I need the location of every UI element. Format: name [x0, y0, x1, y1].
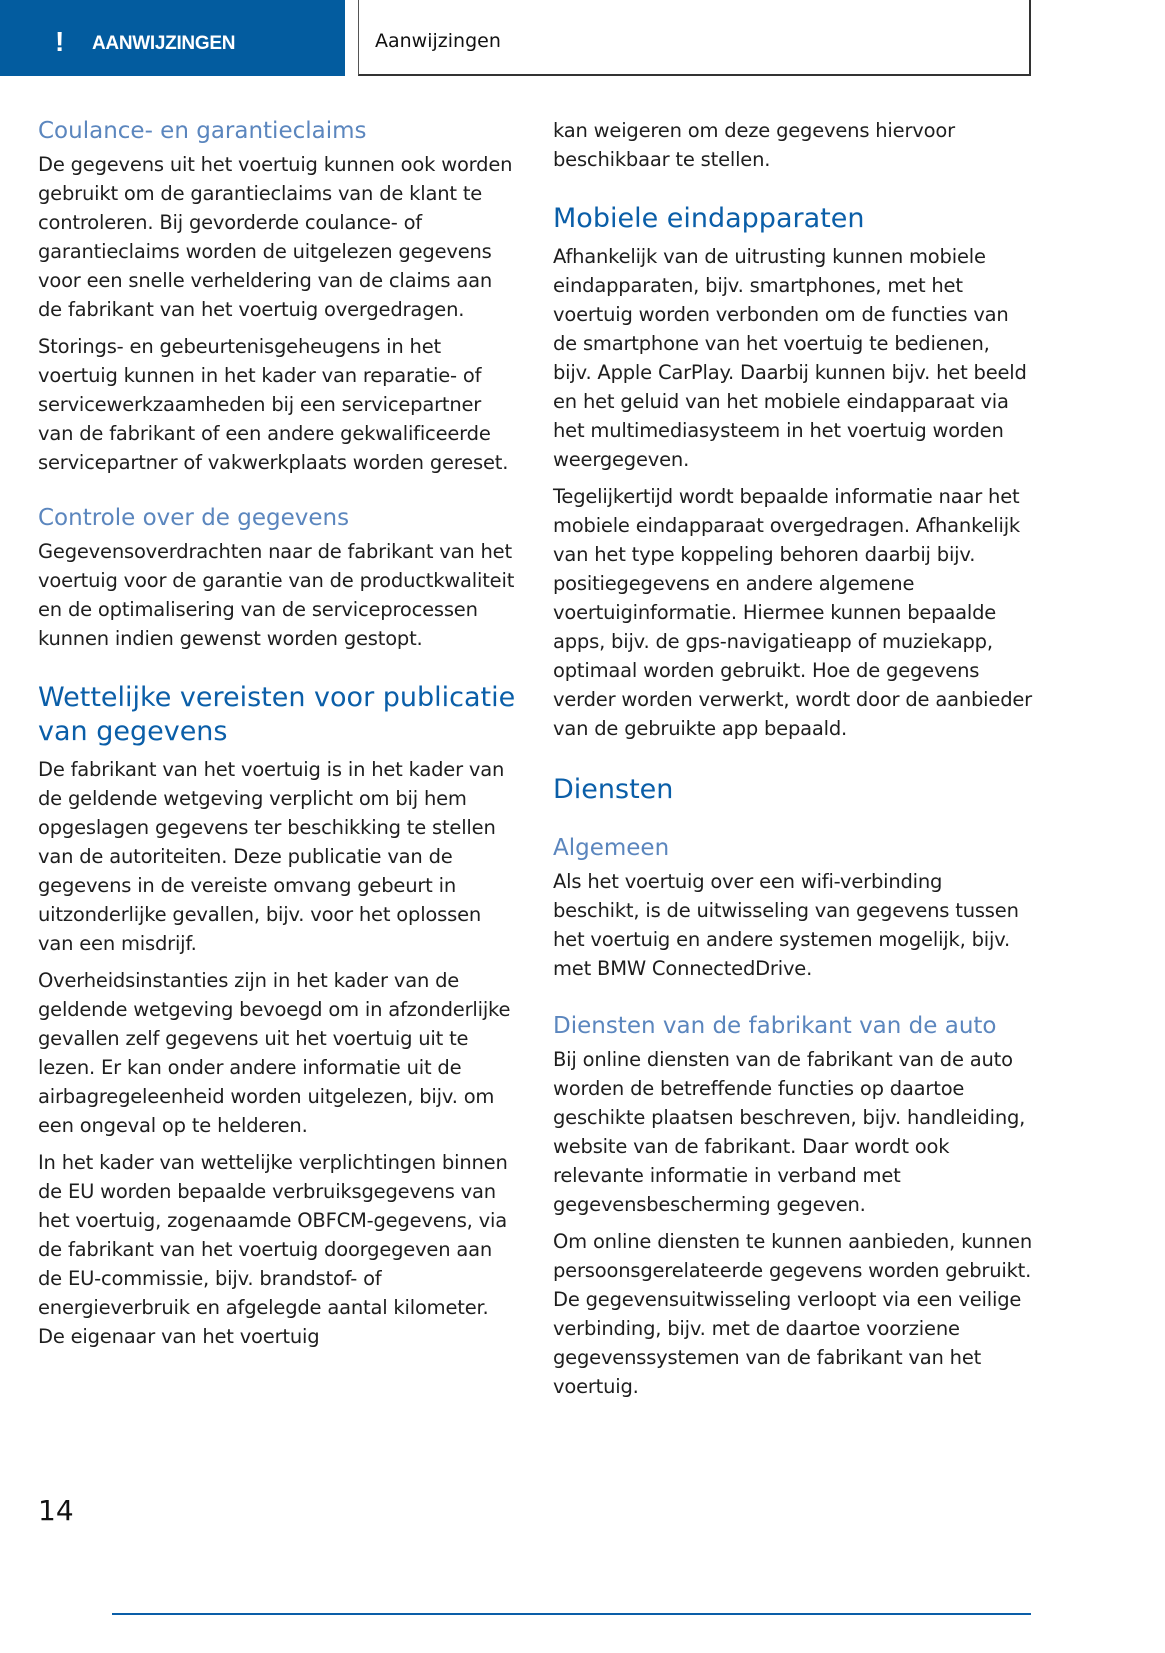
warning-exclamation-icon: ! — [55, 26, 65, 57]
heading-controle: Controle over de gegevens — [38, 505, 350, 531]
paragraph: Tegelijkertijd wordt bepaalde informatie naar het mobiele eindapparaat overgedragen. Afhankelijk van het type koppeling behoren daarbij bijv. positiegegevens en andere algemene voertuiginformatie. Hiermee kunnen bepaalde apps, bijv. de gps-navigatieapp of muziekapp, optimaal worden gebruikt. Hoe de gegevens verder worden verwerkt, wordt door de aanbieder van de gebruikte app bepaald. — [553, 485, 1032, 740]
paragraph-continued: kan weigeren om deze gegevens hiervoor beschikbaar te stellen. — [553, 119, 955, 171]
heading-wettelijke-vereisten: Wettelijke vereisten voor publicatie van gegevens — [38, 682, 516, 747]
heading-diensten: Diensten — [553, 774, 674, 805]
paragraph: Om online diensten te kunnen aanbieden, kunnen persoonsgerelateerde gegevens worden gebruikt. De gegevensuitwisseling verloopt via een veilige verbinding, bijv. met de daartoe voorziene gegevenssystemen van de fabrikant van het voertuig. — [553, 1230, 1033, 1398]
paragraph: De fabrikant van het voertuig is in het kader van de geldende wetgeving verplicht om bij hem opgeslagen gegevens ter beschikking te stellen van de autoriteiten. Deze publicatie van de gegevens in de vereiste omvang gebeurt in uitzonderlijke gevallen, bijv. voor het oplossen van een misdrijf. — [38, 758, 505, 955]
paragraph: In het kader van wettelijke verplichtingen binnen de EU worden bepaalde verbruiksgegevens van het voertuig, zogenaamde OBFCM-gegevens, via de fabrikant van het voertuig doorgegeven aan de EU-commissie, bijv. brandstof- of energieverbruik en afgelegde aantal kilometer. De eigenaar van het voertuig — [38, 1151, 508, 1348]
section-label: AANWIJZINGEN — [92, 33, 236, 54]
breadcrumb — [358, 0, 1031, 76]
heading-coulance: Coulance- en garantieclaims — [38, 118, 367, 144]
right-column — [553, 116, 1033, 1401]
page-number: 14 — [38, 1494, 74, 1527]
heading-mobiele-eindapparaten: Mobiele eindapparaten — [553, 203, 865, 234]
paragraph: Bij online diensten van de fabrikant van de auto worden de betreffende functies op daartoe geschikte plaatsen beschreven, bijv. handleiding, website van de fabrikant. Daar wordt ook relevante informatie in verband met gegevensbescherming gegeven. — [553, 1048, 1026, 1216]
paragraph: De gegevens uit het voertuig kunnen ook worden gebruikt om de garantieclaims van de klant te controleren. Bij gevorderde coulance- of garantieclaims worden de uitgelezen gegevens voor een snelle verheldering van de claims aan de fabrikant van het voertuig overgedragen. — [38, 153, 513, 321]
footer-divider — [112, 1613, 1031, 1615]
heading-diensten-fabrikant: Diensten van de fabrikant van de auto — [553, 1013, 997, 1039]
section-banner — [0, 0, 345, 76]
breadcrumb-text: Aanwijzingen — [375, 30, 501, 52]
paragraph: Gegevensoverdrachten naar de fabrikant van het voertuig voor de garantie van de productkwaliteit en de optimalisering van de serviceprocessen kunnen indien gewenst worden gestopt. — [38, 540, 515, 650]
paragraph: Als het voertuig over een wifi-verbinding beschikt, is de uitwisseling van gegevens tussen het voertuig en andere systemen mogelijk, bijv. met BMW ConnectedDrive. — [553, 870, 1019, 980]
paragraph: Overheidsinstanties zijn in het kader van de geldende wetgeving bevoegd om in afzonderlijke gevallen zelf gegevens uit het voertuig uit te lezen. Er kan onder andere informatie uit de airbagregeleenheid worden uitgelezen, bijv. om een ongeval op te helderen. — [38, 969, 511, 1137]
paragraph: Storings- en gebeurtenisgeheugens in het voertuig kunnen in het kader van reparatie- of servicewerkzaamheden bij een servicepartner van de fabrikant of een andere gekwalificeerde servicepartner of vakwerkplaats worden gereset. — [38, 335, 509, 474]
left-column — [38, 116, 518, 1351]
paragraph: Afhankelijk van de uitrusting kunnen mobiele eindapparaten, bijv. smartphones, met het voertuig worden verbonden om de functies van de smartphone van het voertuig te bedienen, bijv. Apple CarPlay. Daarbij kunnen bijv. het beeld en het geluid van het mobiele eindapparaat via het multimediasysteem in het voertuig worden weergegeven. — [553, 245, 1027, 471]
heading-algemeen: Algemeen — [553, 835, 670, 861]
